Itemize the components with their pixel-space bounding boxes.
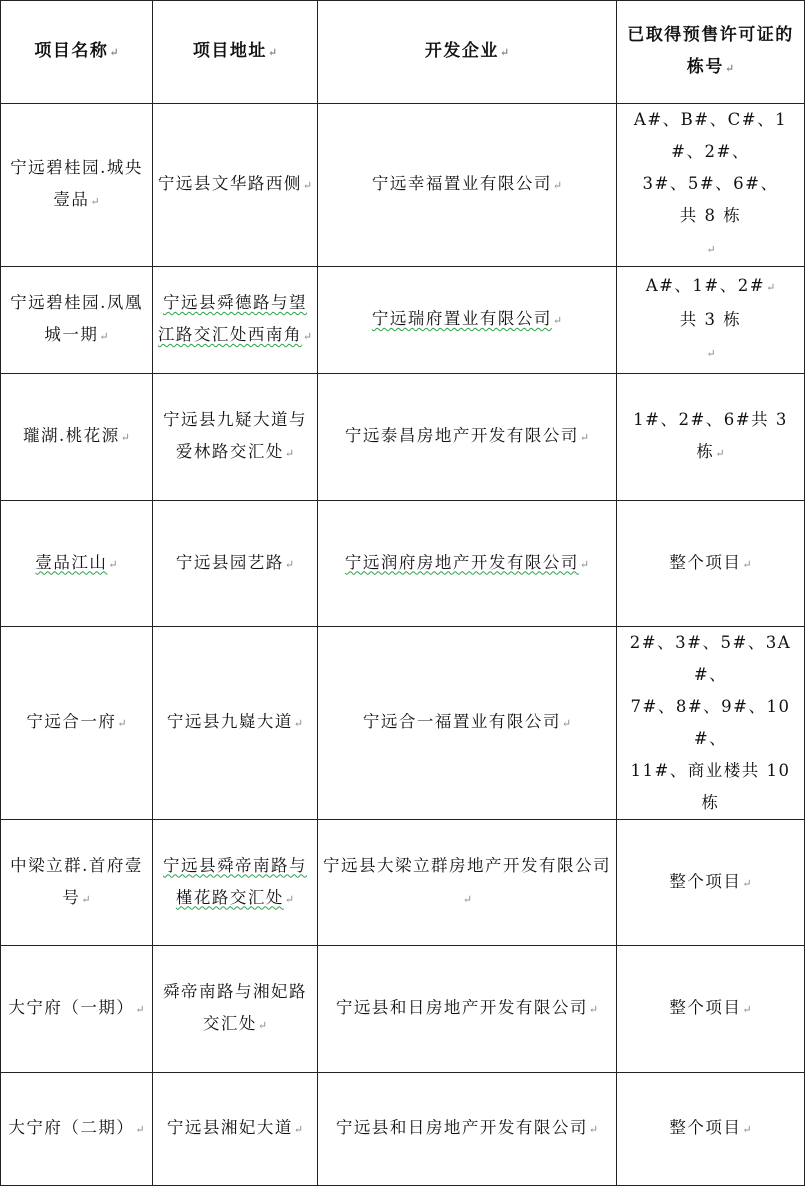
developer-cell: 宁远润府房地产开发有限公司↵ bbox=[318, 501, 617, 627]
project-name-cell: 大宁府（二期）↵ bbox=[1, 1073, 153, 1186]
header-project-address: 项目地址↵ bbox=[153, 1, 318, 104]
developer-cell: 宁远幸福置业有限公司↵ bbox=[318, 104, 617, 267]
buildings-cell: 整个项目↵ bbox=[617, 501, 805, 627]
project-address-cell: 宁远县文华路西侧↵ bbox=[153, 104, 318, 267]
buildings-line: A#、1#、2#↵ bbox=[645, 276, 776, 295]
table-row bbox=[1, 374, 805, 501]
project-name-cell: 瓏湖.桃花源↵ bbox=[1, 374, 153, 501]
buildings-line: A#、B#、C#、1#、2#、 bbox=[633, 110, 788, 161]
project-address-cell: 宁远县园艺路↵ bbox=[153, 501, 318, 627]
project-address-cell: 宁远县湘妃大道↵ bbox=[153, 1073, 318, 1186]
header-developer: 开发企业↵ bbox=[318, 1, 617, 104]
project-address-cell: 舜帝南路与湘妃路交汇处↵ bbox=[153, 946, 318, 1073]
table-row bbox=[1, 267, 805, 374]
buildings-line: 7#、8#、9#、10#、 bbox=[630, 697, 791, 748]
table-row bbox=[1, 946, 805, 1073]
header-buildings: 已取得预售许可证的栋号↵ bbox=[617, 1, 805, 104]
project-name-cell: 壹品江山↵ bbox=[1, 501, 153, 627]
table-row bbox=[1, 104, 805, 267]
developer-cell: 宁远瑞府置业有限公司↵ bbox=[318, 267, 617, 374]
table-row bbox=[1, 627, 805, 820]
developer-cell: 宁远县大梁立群房地产开发有限公司↵ bbox=[318, 820, 617, 946]
developer-cell: 宁远合一福置业有限公司↵ bbox=[318, 627, 617, 820]
table-row bbox=[1, 1073, 805, 1186]
buildings-line: 2#、3#、5#、3A#、 bbox=[629, 633, 792, 684]
project-address-cell: 宁远县九疑大道与爱林路交汇处↵ bbox=[153, 374, 318, 501]
buildings-line: 共 3 栋 bbox=[679, 310, 742, 329]
developer-cell: 宁远县和日房地产开发有限公司↵ bbox=[318, 1073, 617, 1186]
project-address-cell: 宁远县九嶷大道↵ bbox=[153, 627, 318, 820]
table-row bbox=[1, 501, 805, 627]
buildings-line: 11#、商业楼共 10 栋 bbox=[630, 761, 791, 812]
developer-cell: 宁远泰昌房地产开发有限公司↵ bbox=[318, 374, 617, 501]
project-name-cell: 宁远碧桂园.凤凰城一期↵ bbox=[1, 267, 153, 374]
header-project-name: 项目名称↵ bbox=[1, 1, 153, 104]
buildings-cell: 整个项目↵ bbox=[617, 946, 805, 1073]
buildings-line: 共 8 栋 bbox=[679, 206, 742, 225]
buildings-cell bbox=[617, 627, 805, 820]
project-name-cell: 中梁立群.首府壹号↵ bbox=[1, 820, 153, 946]
project-address-cell: 宁远县舜德路与望江路交汇处西南角↵ bbox=[153, 267, 318, 374]
buildings-cell: 整个项目↵ bbox=[617, 1073, 805, 1186]
buildings-cell: 整个项目↵ bbox=[617, 820, 805, 946]
project-name-cell: 宁远碧桂园.城央壹品↵ bbox=[1, 104, 153, 267]
buildings-cell: A#、B#、C#、1#、2#、 3#、5#、6#、 共 8 栋 ↵ bbox=[617, 104, 805, 267]
buildings-cell: A#、1#、2#↵ 共 3 栋 ↵ bbox=[617, 267, 805, 374]
table-row bbox=[1, 820, 805, 946]
project-name-cell: 宁远合一府↵ bbox=[1, 627, 153, 820]
header-row bbox=[1, 1, 805, 104]
project-address-cell: 宁远县舜帝南路与槿花路交汇处↵ bbox=[153, 820, 318, 946]
project-name-cell: 大宁府（一期）↵ bbox=[1, 946, 153, 1073]
buildings-cell: 1#、2#、6#共 3 栋↵ bbox=[617, 374, 805, 501]
developer-cell: 宁远县和日房地产开发有限公司↵ bbox=[318, 946, 617, 1073]
buildings-line: 3#、5#、6#、 bbox=[642, 174, 779, 193]
